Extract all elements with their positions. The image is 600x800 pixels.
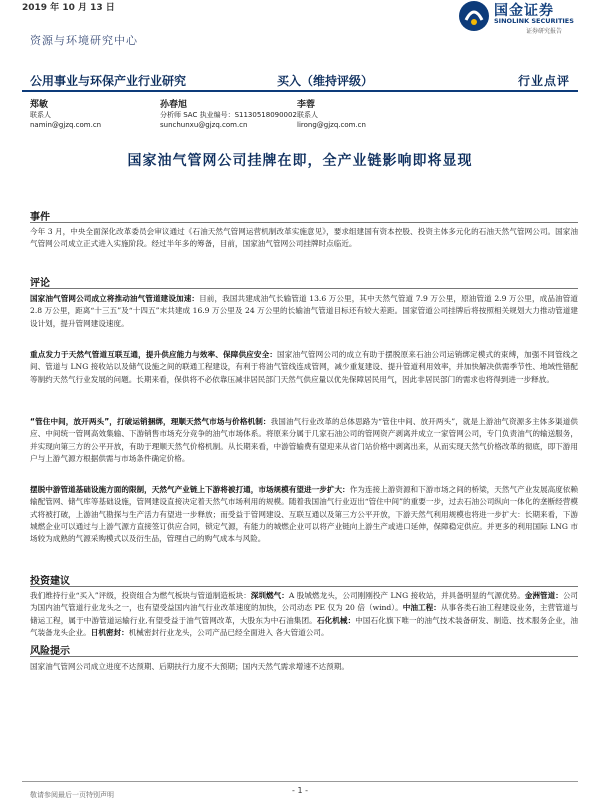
stock-name: 石化机械：: [316, 615, 356, 625]
stock-note: A 股城燃龙头，公司刚刚投产 LNG 接收站，并具备明显的气源优势。: [288, 591, 525, 600]
disclaimer-note: 敬请参阅最后一页特别声明: [30, 791, 114, 799]
paragraph-body: 我国油气行业改革的总体思路为“管住中间、放开两头”，就是上游油气资源多主体多渠道供应、中间统一管网高效集输、下游销售市场充分竞争的油气市场体系。将原来分属于几家石油公司的管网资产剥离并成立一家管网公司，专门负责油气的输送服务，并实现向第三方的公平开放，有助于理顺天然气价格机制。从长期来看，中游管输费有望迎来从省门站价格中剥离出来，从而实现天然气价格改革的彻底，即下游用户与上游气源方根据供需与市场条件确定价格。: [30, 417, 578, 463]
page-number: - 1 -: [292, 786, 308, 795]
analyst-block: [30, 100, 101, 130]
analyst-role: 分析师 SAC 执业编号：S1130518090002: [160, 111, 297, 119]
paragraph-lead: “管住中间，放开两头”，打破运销捆绑，理顺天然气市场与价格机制：: [30, 417, 271, 426]
section-heading-advice: 投资建议: [30, 576, 70, 587]
paragraph-lead: 重点发力于天然气管道互联互通，提升供应能力与效率、保障供应安全：: [30, 350, 278, 359]
stock-name: 中油工程：: [402, 603, 441, 613]
industry-title: 公用事业与环保产业行业研究: [30, 74, 187, 88]
stock-note: 机械密封行业龙头，公司产品已经全面进入 各大管道公司。: [128, 627, 329, 637]
section-heading-comment: 评论: [30, 278, 50, 289]
report-date: 2019 年 10 月 13 日: [22, 3, 115, 13]
logo-sub-text: 证券研究报告: [526, 28, 563, 35]
risk-paragraph: 国家油气管网公司成立进度不达预期、后期扶行力度不大预期；国内天然气需求增速不达预期。: [30, 662, 349, 671]
footer-divider: [22, 781, 578, 782]
logo-cn-text: 国金证券: [494, 3, 554, 19]
stock-name: 深圳燃气：: [250, 591, 289, 600]
comment-paragraph-1: [30, 293, 578, 330]
paragraph-body: 我们维持行业“买入”评级，投资组合为燃气板块与管道制造板块：: [30, 591, 251, 600]
analyst-role: 联系人: [30, 111, 51, 119]
paragraph-body: 作为连接上游资源和下游市场之间的桥梁，天然气产业发展高度依赖输配管网、储气库等基础设施，管网建设直接决定着天然气市场利用的规模。随着我国油气行业迈出“管住中间”的重要一步，过去石油公司纵向一体化的垄断经营模式将被打破，上游油气勘探与生产活力有望进一步释放；而受益于管网建设、互联互通以及第三方公平开放，下游天然气利用规模也将进一步扩大：长期来看，下游城燃企业可以通过与上游气源方直接签订供应合同，锁定气源，有能力的城燃企业可以将产业链向上游生产或进口延伸，保障稳定供应。并更多的利用国际 LNG 市场较为成熟的气源采购模式以及衍生品，管理自己的购气成本与风险。: [30, 485, 578, 544]
analyst-block: [160, 100, 297, 130]
analyst-role: 联系人: [297, 111, 318, 119]
paragraph-lead: 国家油气管网公司成立将推动油气管道建设加速：: [30, 294, 200, 303]
section-divider: [30, 222, 578, 223]
stock-name: 日机密封：: [90, 627, 129, 637]
comment-paragraph-3: [30, 416, 578, 465]
analyst-name: 孙春旭: [160, 100, 188, 110]
analyst-email[interactable]: lirong@gjzq.com.cn: [297, 121, 366, 129]
company-logo: [458, 0, 580, 36]
analyst-email[interactable]: sunchunxu@gjzq.com.cn: [160, 121, 248, 129]
report-header-band: [22, 68, 578, 92]
paragraph-lead: 摆脱中游管道基础设施方面的限制，天然气产业链上下游将被打通，市场规模有望进一步扩大：: [30, 485, 350, 494]
report-type: 行业点评: [517, 74, 570, 88]
logo-en-text: SINOLINK SECURITIES: [494, 17, 574, 25]
stock-note: 从事各类石油工程建设业务，主营管道与储运工程，属于中游管道运输行业,有望受益于油气管网改革，大股东为中石油集团。: [30, 603, 578, 625]
stock-note: 中国石化旗下唯一的油气技术装备研发、制造、技术服务企业，油气装备龙头企业。: [30, 615, 578, 637]
analyst-email[interactable]: namin@gjzq.com.cn: [30, 121, 102, 129]
analyst-name: 郑敏: [30, 100, 49, 110]
logo-mark-icon: [458, 0, 490, 32]
section-divider: [30, 586, 578, 587]
paragraph-body: 国家油气管网公司的成立有助于摆脱原来石油公司运销绑定模式的束缚，加强不同管线之间、管道与 LNG 接收站以及储气设施之间的联通工程建设，有利于将油气管线连成管网，减少重复建设、提升管道利用效率，并加快解决供需季节性、地域性错配等制约天然气行业发展的问题。长期来看，保供将不必依靠压减非居民部门天然气供应量以优先保障居民用气，因此非居民部门的需求也将得到进一步释放。: [30, 350, 578, 384]
department-name: 资源与环境研究中心: [30, 34, 138, 47]
section-heading-risk: 风险提示: [30, 646, 70, 657]
section-divider: [30, 288, 578, 289]
analyst-block: [297, 100, 366, 130]
comment-paragraph-2: [30, 349, 578, 386]
comment-paragraph-4: [30, 484, 578, 545]
paragraph-body: 目前，我国共建成油气长输管道 13.6 万公里，其中天然气管道 7.9 万公里，原油管道 2.9 万公里，成品油管道 2.8 万公里，距离“十三五”及“十四五”末共建成 16.9 万公里及 24 万公里的长输油气管道目标还有较大差距。国家管道公司挂牌后将按照相关规划大力推动管道建设计划，提升管网建设速度。: [30, 294, 578, 328]
advice-paragraph: [30, 590, 578, 639]
event-paragraph: 今年 3 月，中央全面深化改革委员会审议通过《石油天然气管网运营机制改革实施意见》，要求组建国有资本控股、投资主体多元化的石油天然气管网公司。国家油气管网公司成立正式进入实施阶段。经过半年多的筹备，目前，国家油气管网公司挂牌时点临近。: [30, 227, 578, 249]
section-heading-event: 事件: [30, 212, 50, 223]
stock-name: 金洲管道：: [524, 591, 563, 600]
section-divider: [30, 656, 578, 657]
report-main-title: 国家油气管网公司挂牌在即，全产业链影响即将显现: [127, 153, 473, 169]
rating-label: 买入（维持评级）: [277, 74, 374, 88]
stock-note: 公司为国内油气管道行业龙头之一，也有望受益国内油气行业改革速度的加快，公司动态 PE 仅为 20 倍（wind）。: [30, 591, 579, 613]
analyst-name: 李蓉: [297, 100, 316, 110]
